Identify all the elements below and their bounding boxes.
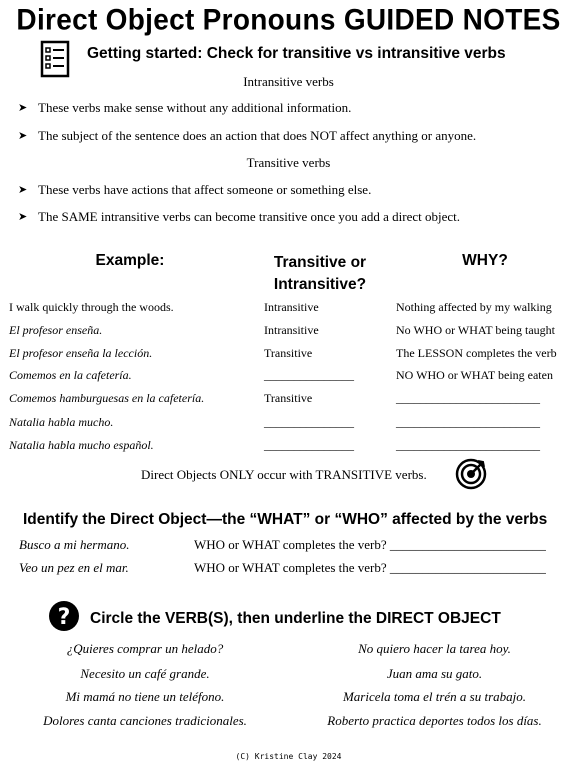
- identify-prompt: WHO or WHAT completes the verb? ________________________: [194, 537, 546, 552]
- table-row-example: Natalia habla mucho.: [9, 415, 114, 429]
- circle-sentence-left: ¿Quieres comprar un helado?: [66, 641, 224, 656]
- intransitive-bullet: ➤ The subject of the sentence does an action that does NOT affect anything or anyone.: [18, 128, 477, 143]
- table-row-type: Transitive: [264, 391, 313, 405]
- table-header-type: Transitive or Intransitive?: [273, 254, 367, 293]
- arrow-bullet-icon: ➤: [18, 184, 28, 196]
- page-title: Direct Object Pronouns GUIDED NOTES: [16, 3, 561, 36]
- section1-heading: Getting started: Check for transitive vs intransitive verbs: [87, 45, 506, 62]
- footer-credit: (C) Kristine Clay 2024: [235, 752, 342, 761]
- identify-prompt: WHO or WHAT completes the verb? ________________________: [194, 560, 546, 575]
- table-row-example: El profesor enseña la lección.: [9, 346, 153, 360]
- table-row-type: Intransitive: [264, 300, 319, 314]
- arrow-bullet-icon: ➤: [18, 102, 28, 114]
- checklist-icon: [40, 40, 70, 78]
- table-row-example: I walk quickly through the woods.: [9, 300, 174, 314]
- table-row-type: Intransitive: [264, 323, 319, 337]
- table-row-why: No WHO or WHAT being taught: [396, 323, 555, 337]
- identify-sentence: Busco a mi hermano.: [19, 537, 130, 552]
- section3-heading: Circle the VERB(S), then underline the DIRECT OBJECT: [90, 610, 501, 627]
- transitive-label: Transitive verbs: [246, 155, 331, 170]
- section2-heading: Identify the Direct Object—the “WHAT” or “WHO” affected by the verbs: [23, 511, 548, 528]
- table-row-example: El profesor enseña.: [9, 323, 103, 337]
- table-row-why: ________________________: [396, 438, 540, 452]
- question-icon: [48, 600, 80, 632]
- table-row-example: Natalia habla mucho español.: [9, 438, 154, 452]
- circle-sentence-left: Mi mamá no tiene un teléfono.: [65, 689, 225, 704]
- table-row-example: Comemos hamburguesas en la cafetería.: [9, 391, 205, 405]
- intransitive-bullet: ➤ These verbs make sense without any additional information.: [18, 100, 352, 115]
- table-row-why: The LESSON completes the verb: [396, 346, 557, 360]
- arrow-bullet-icon: ➤: [18, 130, 28, 142]
- table-row-example: Comemos en la cafetería.: [9, 368, 132, 382]
- svg-text:?: ?: [57, 605, 71, 630]
- circle-sentence-left: Dolores canta canciones tradicionales.: [43, 713, 247, 728]
- table-header-why: WHY?: [462, 252, 508, 269]
- table-row-why: Nothing affected by my walking: [396, 300, 552, 314]
- transitive-bullet: ➤ The SAME intransitive verbs can become transitive once you add a direct object.: [18, 209, 460, 224]
- table-note: Direct Objects ONLY occur with TRANSITIVE verbs.: [141, 467, 427, 482]
- arrow-bullet-icon: ➤: [18, 211, 28, 223]
- table-row-type: Transitive: [264, 346, 313, 360]
- intransitive-label: Intransitive verbs: [243, 74, 334, 89]
- target-icon: [455, 458, 487, 490]
- identify-sentence: Veo un pez en el mar.: [19, 560, 129, 575]
- table-row-why: ________________________: [396, 415, 540, 429]
- table-row-type: _______________: [264, 415, 354, 429]
- table-row-type: _______________: [264, 438, 354, 452]
- transitive-bullet: ➤ These verbs have actions that affect someone or something else.: [18, 182, 372, 197]
- table-header-example: Example:: [95, 252, 165, 269]
- circle-sentence-right: Maricela toma el trén a su trabajo.: [342, 689, 527, 704]
- circle-sentence-left: Necesito un café grande.: [80, 666, 210, 681]
- table-row-why: ________________________: [396, 391, 540, 405]
- circle-sentence-right: Juan ama su gato.: [386, 666, 483, 681]
- table-row-why: NO WHO or WHAT being eaten: [396, 368, 553, 382]
- table-row-type: _______________: [264, 368, 354, 382]
- circle-sentence-right: No quiero hacer la tarea hoy.: [358, 641, 511, 656]
- circle-sentence-right: Roberto practica deportes todos los días.: [327, 713, 542, 728]
